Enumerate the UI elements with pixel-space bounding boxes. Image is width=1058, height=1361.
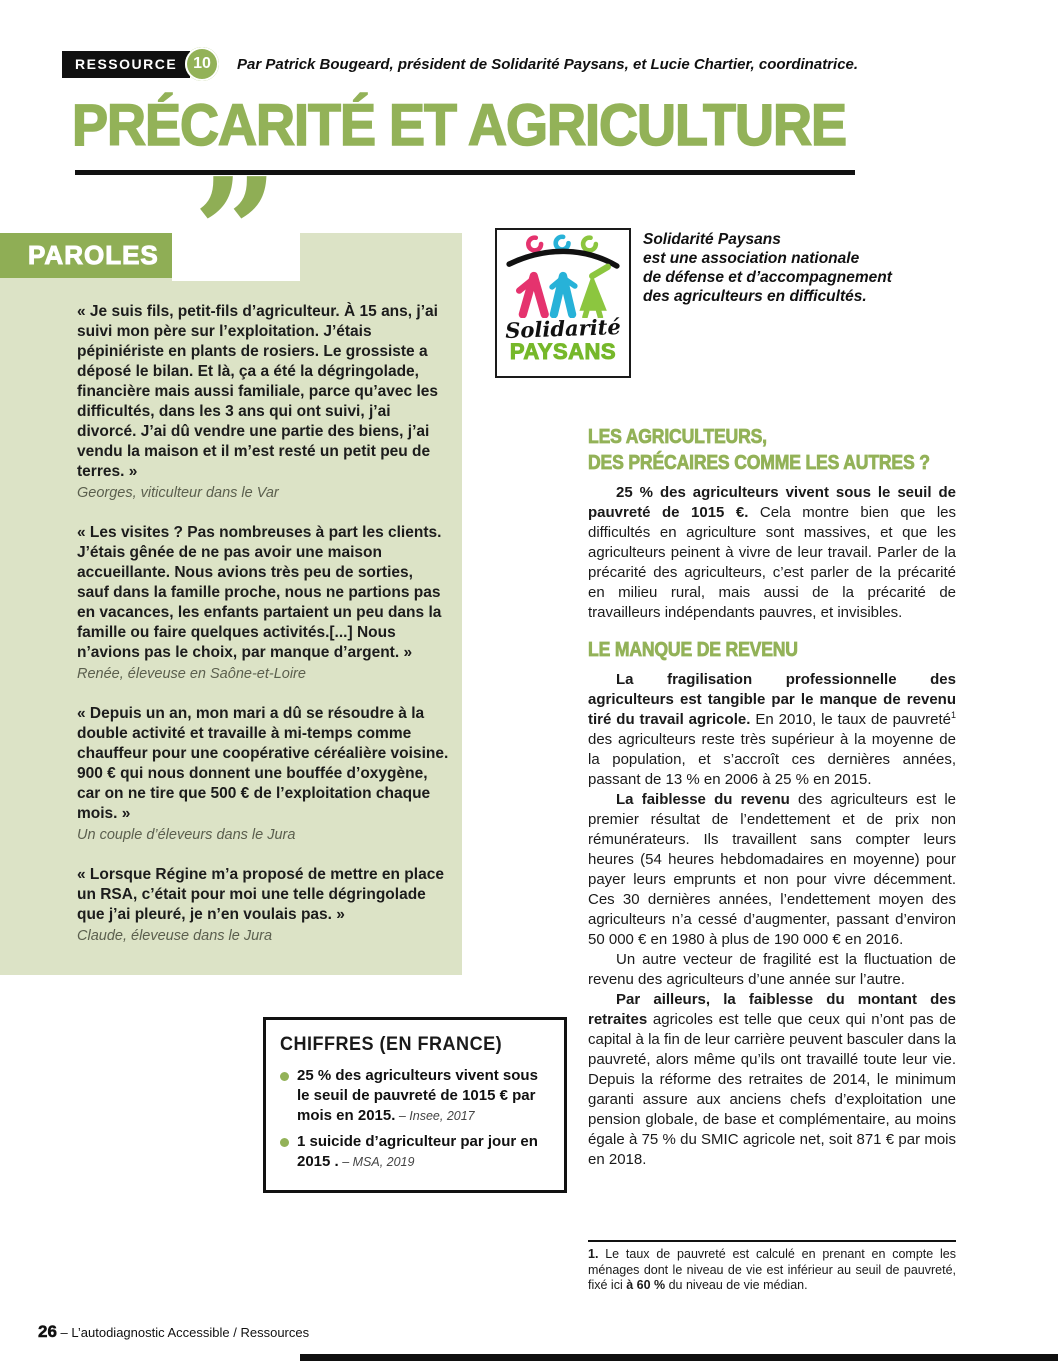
paragraph-text: agricoles est telle que ceux qui n’ont pas de capital à la fin de leur carrière peuvent basculer dans la pauvreté, alors même qu’ils ont travaillé toute leur vie. Depuis la réforme des retraites de 2014, le minimum garanti assure aux anciens chefs d’exploitation une pension globale, de base et complémentaire, au moins égale à 75 % du SMIC agricole net, soit 871 € par mois en 2018. [588,1011,956,1168]
section-heading [588,637,956,663]
title-underline [75,170,855,175]
quotes-list [77,302,449,966]
section-heading-line: LES AGRICULTEURS, [588,426,767,448]
footnote-number: 1. [588,1247,599,1261]
footnote-divider [588,1240,956,1242]
paragraph-text: des agriculteurs reste très supérieur à la moyenne de la population, et s’accroît ces dernières années, passant de 13 % en 2006 à 25 % en 2015. [588,731,956,788]
chiffres-item [280,1066,552,1126]
association-description-line: de défense et d’accompagnement [643,269,892,286]
footnote-bold-text: à 60 % [626,1278,666,1292]
quote-author: Un couple d’éleveurs dans le Jura [77,827,296,843]
footer-text: – L’autodiagnostic Accessible / Ressources [56,1325,310,1340]
quote-item [77,302,449,501]
paragraph-lead: La faiblesse du revenu [616,791,790,808]
paragraph-lead: Par ailleurs, la faiblesse du montant des retraites [588,991,956,1028]
chiffres-item [280,1132,552,1172]
ressource-tag: RESSOURCE [62,51,190,78]
quote-author: Claude, éleveuse dans le Jura [77,928,273,944]
quote-text: « Les visites ? Pas nombreuses à part les clients. J’étais gênée de ne pas avoir une maison accueillante. Nous avions très peu de sorties, sauf dans la famille proche, nous ne partions pas en vacances, les enfants partaient un peu dans la famille ou faire quelques activités.[...] Nous n’avions pas le choix, par manque d’argent. » [77,524,442,661]
paragraph-text: Un autre vecteur de fragilité est la fluctuation de revenu des agriculteurs d’une année sur l’autre. [588,951,956,988]
paragraph-lead: La fragilisation professionnelle des agriculteurs est tangible par le manque de revenu tiré du travail agricole. [588,671,956,728]
chiffres-item-source: – Insee, 2017 [395,1109,475,1123]
logo-people-icon [502,234,624,318]
chiffres-item-text: 1 suicide d’agriculteur par jour en 2015 . [297,1133,538,1170]
paragraph [588,990,956,1170]
chiffres-title: CHIFFRES (EN FRANCE) [280,1034,503,1055]
paragraph-text: Cela montre bien que les difficultés en agriculture sont massives, et que les agriculteurs peinent à vivre de leur travail. Parler de la précarité des agriculteurs, c’est parler de la précarité en milieu rural, mais aussi de la précarité de travailleurs indépendants pauvres, et invisibles. [588,504,956,621]
quote-item [77,523,449,682]
quote-text: « Depuis un an, mon mari a dû se résoudre à la double activité et travaille à mi-temps comme chauffeur pour une coopérative céréalière voisine. 900 € qui nous donnent une bouffée d’oxygène, car on ne tire que 500 € de l’exploitation chaque mois. » [77,705,449,822]
logo-script-text: Solidarité [504,313,622,344]
footnote-reference: 1 [950,710,956,720]
paragraph [588,950,956,990]
page-title: PRÉCARITÉ ET AGRICULTURE [72,93,847,158]
ressource-number: 10 [193,55,211,72]
page-number: 26 [38,1322,57,1341]
page-footer [38,1322,309,1342]
paragraph-text: En 2010, le taux de pauvreté [750,711,951,728]
footnote-text: du niveau de vie médian. [665,1278,808,1292]
bottom-edge-bar [300,1354,1058,1361]
quote-author: Georges, viticulteur dans le Var [77,485,279,501]
section-heading [588,424,956,476]
article-column [588,424,956,1170]
paragraph-lead: 25 % des agriculteurs vivent sous le seuil de pauvreté de 1015 €. [588,484,956,521]
association-description-line: des agriculteurs en difficultés. [643,288,867,305]
quote-author: Renée, éleveuse en Saône-et-Loire [77,666,306,682]
quote-item [77,704,449,843]
chiffres-box [263,1017,567,1193]
quotation-mark-icon: ” [193,145,279,319]
bullet-dot-icon [280,1138,289,1147]
section-heading-line: DES PRÉCAIRES COMME LES AUTRES ? [588,452,930,474]
logo-caps-text: PAYSANS [509,339,617,364]
section-heading-line: LE MANQUE DE REVENU [588,639,798,661]
byline: Par Patrick Bougeard, président de Solidarité Paysans, et Lucie Chartier, coordinatrice. [237,56,859,73]
solidarite-paysans-logo [495,228,631,378]
ressource-number-badge [185,47,219,81]
footnote [588,1247,956,1294]
quote-item [77,865,449,944]
paroles-heading: PAROLES [0,233,172,278]
chiffres-item-source: – MSA, 2019 [338,1155,415,1169]
association-description-line: est une association nationale [643,250,860,267]
paragraph [588,483,956,623]
quote-text: « Lorsque Régine m’a proposé de mettre en place un RSA, c’était pour moi une telle dégringolade que j’ai pleuré, je n’en voulais pas. » [77,866,444,923]
paragraph-text: des agriculteurs est le premier résultat de l’endettement et de prix non rémunérateurs. Ils travaillent sans compter leurs heures (54 heures hebdomadaires en moyenne) pour payer leurs emprunts et non pour vivre décemment. Ces 30 dernières années, l’endettement moyen des agriculteurs n’a cessé d’augmenter, passant d’environ 50 000 € en 1980 à plus de 190 000 € en 2016. [588,791,956,948]
association-description [643,230,943,306]
chiffres-item-text: 25 % des agriculteurs vivent sous le seuil de pauvreté de 1015 € par mois en 2015. [297,1067,538,1124]
association-description-line: Solidarité Paysans [643,231,781,248]
footnote-text: Le taux de pauvreté est calculé en prenant en compte les ménages dont le niveau de vie est inférieur au seuil de pauvreté, fixé ici [588,1247,956,1292]
quote-text: « Je suis fils, petit-fils d’agriculteur. À 15 ans, j’ai suivi mon père sur l’exploitation. J’étais pépiniériste en plants de rosiers. Le grossiste a déposé le bilan. Et là, ça a été la dégringolade, financière mais aussi familiale, parce qu’avec les difficultés, dans les 3 ans qui ont suivi, j’ai divorcé. J’ai dû vendre une partie des biens, j’ai vendu la maison et il m’est resté un petit peu de terres. » [77,303,438,480]
paragraph [588,790,956,950]
paragraph [588,670,956,790]
bullet-dot-icon [280,1072,289,1081]
